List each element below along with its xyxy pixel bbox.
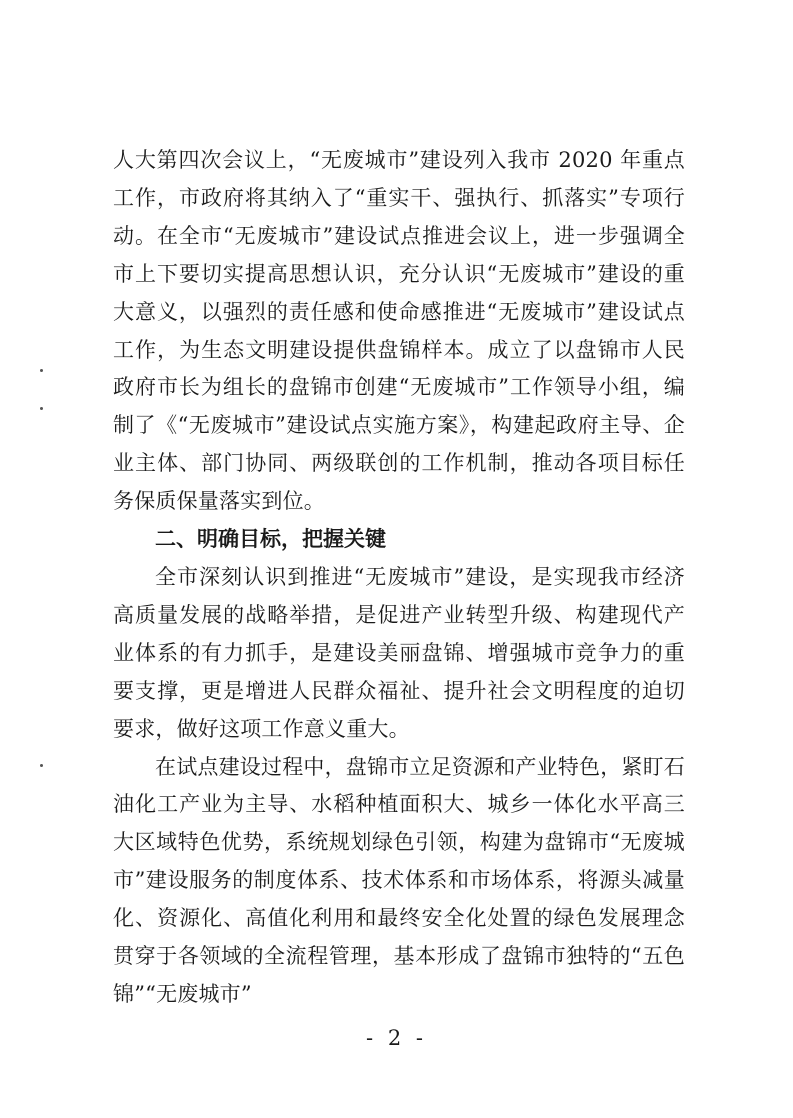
paragraph: 在试点建设过程中，盘锦市立足资源和产业特色，紧盯石油化工产业为主导、水稻种植面积大、城乡一体化水平高三大区域特色优势，系统规划绿色引领，构建为盘锦市“无废城市”建设服务的制度体系、技术体系和市场体系，将源头减量化、资源化、高值化利用和最终安全化处置的绿色发展理念贯穿于各领域的全流程管理，基本形成了盘锦市独特的“五色锦”“无废城市” [113,754,685,1006]
paragraph: 全市深刻认识到推进“无废城市”建设，是实现我市经济高质量发展的战略举措，是促进产业转型升级、构建现代产业体系的有力抓手，是建设美丽盘锦、增强城市竞争力的重要支撑，更是增进人民群众福祉、提升社会文明程度的迫切要求，做好这项工作意义重大。 [113,564,685,741]
margin-mark [40,369,43,372]
margin-mark [40,407,43,410]
page-number: - 2 - [366,1026,427,1050]
paragraph-continued: 人大第四次会议上，“无废城市”建设列入我市 2020 年重点工作，市政府将其纳入了“重实干、强执行、抓落实”专项行动。在全市“无废城市”建设试点推进会议上，进一步强调全市上下要切实提高思想认识，充分认识“无废城市”建设的重大意义，以强烈的责任感和使命感推进“无废城市”建设试点工作，为生态文明建设提供盘锦样本。成立了以盘锦市人民政府市长为组长的盘锦市创建“无废城市”工作领导小组，编制了《“无废城市”建设试点实施方案》，构建起政府主导、企业主体、部门协同、两级联创的工作机制，推动各项目标任务保质保量落实到位。 [113,148,685,514]
section-heading: 二、明确目标，把握关键 [155,527,386,552]
margin-mark [40,764,43,767]
document-body [113,142,685,1014]
